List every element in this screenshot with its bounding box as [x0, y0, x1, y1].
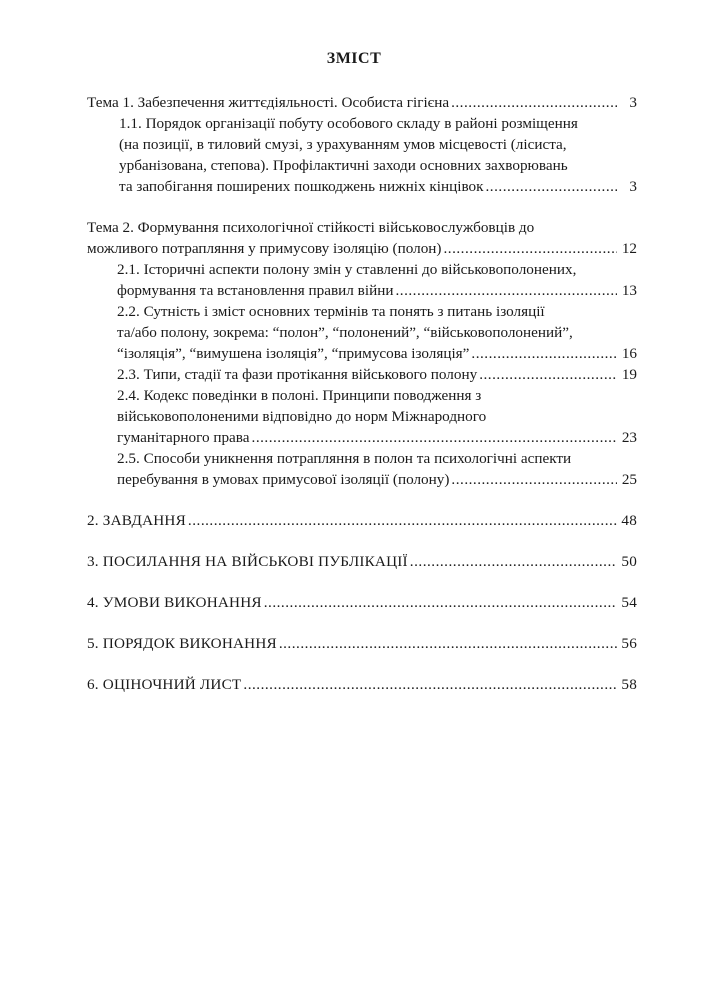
toc-page-number: 19: [621, 366, 637, 383]
dot-leader: [443, 238, 617, 259]
toc-entry-topic-2[interactable]: [87, 217, 637, 259]
toc-entry-line: та/або полону, зокрема: “полон”, “полонений”, “військовополонений”,: [117, 324, 573, 341]
toc-entry-line: Тема 2. Формування психологічної стійкості військовослужбовців до: [87, 219, 535, 236]
toc-page-number: 50: [621, 553, 637, 570]
toc-entry-2-4[interactable]: [87, 385, 637, 448]
toc-entry-line: 2.2. Сутність і зміст основних термінів та понять з питань ізоляції: [117, 303, 545, 320]
toc-entry-line: 2.5. Способи уникнення потрапляння в полон та психологічні аспекти: [117, 450, 572, 467]
toc-entry-line: військовополоненими відповідно до норм Міжнародного: [117, 408, 487, 425]
toc-entry-title: та запобігання поширених пошкоджень нижніх кінцівок: [119, 178, 484, 195]
toc-page-number: 13: [621, 282, 637, 299]
toc-entry-title: можливого потрапляння у примусову ізоляцію (полон): [87, 240, 442, 257]
toc-entry-1-1[interactable]: [87, 113, 637, 197]
dot-leader: [471, 343, 617, 364]
toc-entry-title: 2.3. Типи, стадії та фази протікання військового полону: [117, 366, 478, 383]
toc-entry-2-5[interactable]: [87, 448, 637, 490]
dot-leader: [410, 551, 617, 572]
dot-leader: [264, 592, 617, 613]
dot-leader: [252, 427, 617, 448]
toc-entry-line: 2.4. Кодекс поведінки в полоні. Принципи поводження з: [117, 387, 482, 404]
toc-entry-title: формування та встановлення правил війни: [117, 282, 394, 299]
toc-page-number: 23: [621, 429, 637, 446]
dot-leader: [279, 633, 617, 654]
toc-entry-topic-1[interactable]: [87, 92, 637, 113]
toc-entry-title: Тема 1. Забезпечення життєдіяльності. Особиста гігієна: [87, 94, 450, 111]
toc-page-number: 48: [621, 512, 637, 529]
toc-entry-title: “ізоляція”, “вимушена ізоляція”, “примусова ізоляція”: [117, 345, 470, 362]
dot-leader: [395, 280, 617, 301]
toc-entry-section-2[interactable]: [87, 510, 637, 531]
dot-leader: [486, 176, 618, 197]
toc-page-number: 54: [621, 594, 637, 611]
toc-entry-2-2[interactable]: [87, 301, 637, 364]
toc-page-number: 56: [621, 635, 637, 652]
table-of-contents: [87, 92, 637, 695]
dot-leader: [451, 92, 617, 113]
toc-entry-title: 6. ОЦІНОЧНИЙ ЛИСТ: [87, 676, 242, 693]
toc-page-number: 3: [629, 94, 637, 111]
dot-leader: [188, 510, 617, 531]
dot-leader: [451, 469, 617, 490]
dot-leader: [243, 674, 617, 695]
toc-page-number: 3: [629, 178, 637, 195]
toc-entry-title: 3. ПОСИЛАННЯ НА ВІЙСЬКОВІ ПУБЛІКАЦІЇ: [87, 553, 408, 570]
toc-entry-title: перебування в умовах примусової ізоляції (полону): [117, 471, 450, 488]
dot-leader: [479, 364, 617, 385]
toc-page-number: 58: [621, 676, 637, 693]
toc-entry-2-3[interactable]: [87, 364, 637, 385]
toc-entry-line: 1.1. Порядок організації побуту особового складу в районі розміщення: [119, 115, 578, 132]
toc-entry-section-5[interactable]: [87, 633, 637, 654]
toc-entry-2-1[interactable]: [87, 259, 637, 301]
toc-entry-title: 5. ПОРЯДОК ВИКОНАННЯ: [87, 635, 277, 652]
toc-page-number: 25: [621, 471, 637, 488]
toc-entry-title: 2. ЗАВДАННЯ: [87, 512, 186, 529]
toc-entry-title: гуманітарного права: [117, 429, 250, 446]
toc-entry-line: урбанізована, степова). Профілактичні заходи основних захворювань: [119, 157, 568, 174]
toc-page-number: 16: [621, 345, 637, 362]
toc-entry-line: 2.1. Історичні аспекти полону змін у ставленні до військовополонених,: [117, 261, 577, 278]
toc-entry-section-3[interactable]: [87, 551, 637, 572]
toc-entry-section-4[interactable]: [87, 592, 637, 613]
toc-entry-title: 4. УМОВИ ВИКОНАННЯ: [87, 594, 262, 611]
toc-entry-section-6[interactable]: [87, 674, 637, 695]
toc-page-number: 12: [621, 240, 637, 257]
toc-entry-line: (на позиції, в тиловий смузі, з урахуванням умов місцевості (лісиста,: [119, 136, 567, 153]
toc-title: ЗМІСТ: [326, 50, 382, 67]
